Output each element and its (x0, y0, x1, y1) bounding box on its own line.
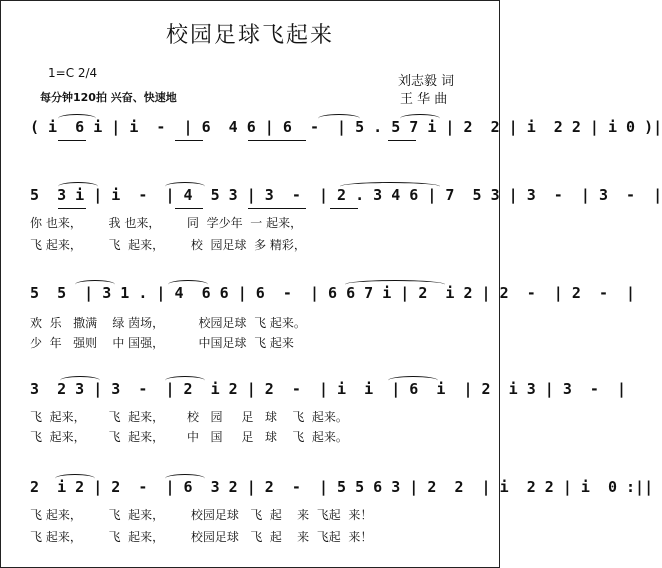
slur-mark (318, 114, 360, 123)
beam-underline (248, 208, 306, 209)
lyric-row-5-verse-2: 飞 起来， 飞 起来， 校园足球 飞 起 来 飞起 来！ (30, 530, 373, 544)
notation-row-3: 5 5 | 3 1 . | 4 6 6 | 6 - | 6 6 7 i | 2 i 2 | 2 - | 2 - | (30, 284, 636, 302)
lyric-row-4-verse-2: 飞 起来， 飞 起来， 中 国 足 球 飞 起来。 (30, 430, 348, 444)
notation-row-5: 2 i 2 | 2 - | 6 3 2 | 2 - | 5 5 6 3 | 2 2 | i 2 2 | i 0 :|| (30, 478, 654, 496)
lyricist-credit: 刘志毅 词 (398, 74, 455, 89)
slur-mark (345, 280, 445, 289)
beam-underline (58, 208, 86, 209)
notation-row-1: ( i 6 i | i - | 6 4 6 | 6 - | 5 . 5 7 i | 2 2 | i 2 2 | i 0 )| (30, 118, 662, 136)
lyric-row-3-verse-2: 少 年 强则 中 国强， 中国足球 飞 起来 (30, 336, 294, 350)
slur-mark (168, 280, 208, 289)
slur-mark (60, 376, 100, 385)
slur-mark (340, 182, 440, 191)
notation-row-4: 3 2 3 | 3 - | 2 i 2 | 2 - | i i | 6 i | 2 i 3 | 3 - | (30, 380, 627, 398)
slur-mark (58, 114, 96, 123)
song-title: 校园足球飞起来 (165, 23, 334, 48)
beam-underline (175, 208, 203, 209)
key-signature: 1=C 2/4 (48, 66, 98, 80)
beam-underline (175, 140, 203, 141)
composer-credit: 王 华 曲 (400, 92, 448, 107)
slur-mark (165, 474, 205, 483)
slur-mark (75, 280, 115, 289)
lyric-row-2-verse-1: 你 也来， 我 也来， 同 学少年 一 起来， (30, 216, 303, 230)
beam-underline (58, 140, 86, 141)
slur-mark (388, 376, 438, 385)
lyric-row-4-verse-1: 飞 起来， 飞 起来， 校 园 足 球 飞 起来。 (30, 410, 348, 424)
slur-mark (165, 376, 205, 385)
lyric-row-3-verse-1: 欢 乐 撒满 绿 茵场， 校园足球 飞 起来。 (30, 316, 306, 330)
slur-mark (165, 182, 205, 191)
slur-mark (58, 182, 98, 191)
beam-underline (330, 208, 358, 209)
slur-mark (55, 474, 95, 483)
beam-underline (248, 140, 306, 141)
notation-row-2: 5 3 i | i - | 4 5 3 | 3 - | 2 . 3 4 6 | 7 5 3 | 3 - | 3 - | (30, 186, 662, 204)
lyric-row-2-verse-2: 飞 起来， 飞 起来， 校 园足球 多 精彩， (30, 238, 306, 252)
lyric-row-5-verse-1: 飞 起来， 飞 起来， 校园足球 飞 起 来 飞起 来！ (30, 508, 373, 522)
tempo-marking: 每分钟120拍 兴奋、快速地 (40, 91, 177, 104)
slur-mark (400, 114, 440, 123)
beam-underline (388, 140, 416, 141)
